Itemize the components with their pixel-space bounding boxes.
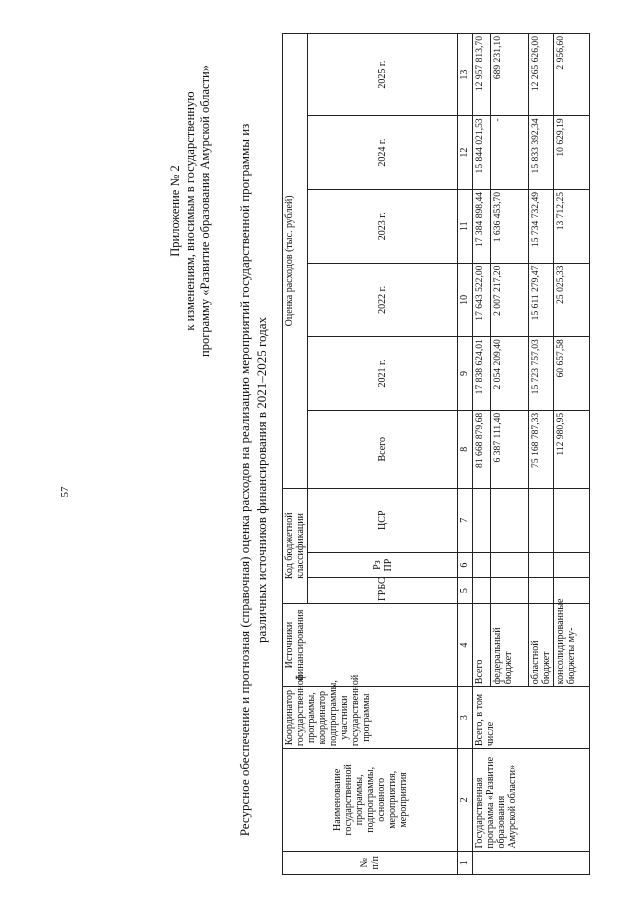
y2025-cell: 12 957 813,70 [473, 34, 491, 116]
header-csr: ЦСР [308, 488, 458, 552]
coordinator-cell: Всего, в том числе [473, 687, 590, 749]
header-2021: 2021 г. [308, 337, 458, 411]
y2022-cell: 2 007 217,20 [491, 263, 529, 337]
col-number: 7 [458, 488, 473, 552]
col-number: 1 [458, 851, 473, 874]
rzpr-cell [554, 552, 590, 578]
col-number: 4 [458, 603, 473, 686]
total-cell: 81 668 879,68 [473, 410, 491, 488]
col-number: 3 [458, 687, 473, 749]
grbs-cell [529, 578, 554, 604]
rzpr-cell [529, 552, 554, 578]
col-number: 5 [458, 578, 473, 604]
csr-cell [554, 488, 590, 552]
y2024-cell: 10 629,19 [554, 116, 590, 190]
row-num-cell [473, 851, 590, 874]
col-number: 11 [458, 189, 473, 263]
table-row [473, 34, 491, 875]
total-cell: 75 168 787,33 [529, 410, 554, 488]
header-coordinator: Координатор государственной программы, координатор подпрограммы, участники государственной программы [283, 687, 458, 749]
appendix-line-1: Приложение № 2 [168, 165, 182, 257]
y2022-cell: 15 611 279,47 [529, 263, 554, 337]
header-budget-code: Код бюджетной классификации [283, 488, 308, 603]
y2021-cell: 15 723 757,03 [529, 337, 554, 411]
total-cell: 112 980,95 [554, 410, 590, 488]
source-cell: Всего [473, 603, 491, 686]
program-name: Государственная программа «Развитие образования Амурской области» [473, 749, 590, 851]
source-cell: федеральный бюджет [491, 603, 529, 686]
y2021-cell: 60 657,58 [554, 337, 590, 411]
appendix-note [168, 41, 213, 381]
col-number: 12 [458, 116, 473, 190]
col-number: 13 [458, 34, 473, 116]
y2024-cell: 15 844 021,53 [473, 116, 491, 190]
col-number: 8 [458, 410, 473, 488]
y2024-cell: - [491, 116, 529, 190]
csr-cell [473, 488, 491, 552]
header-2022: 2022 г. [308, 263, 458, 337]
csr-cell [529, 488, 554, 552]
header-total: Всего [308, 410, 458, 488]
title-line-1: Ресурсное обеспечение и прогнозная (справочная) оценка расходов на реализацию мероприятий государственной программы из [237, 123, 252, 837]
y2022-cell: 17 643 522,00 [473, 263, 491, 337]
csr-cell [491, 488, 529, 552]
col-number: 2 [458, 749, 473, 851]
grbs-cell [491, 578, 529, 604]
y2025-cell: 12 265 626,00 [529, 34, 554, 116]
appendix-line-2: к изменениям, вносимым в государственную [183, 91, 197, 331]
col-number: 10 [458, 263, 473, 337]
header-2025: 2025 г. [308, 34, 458, 116]
header-rzpr: Рз ПР [308, 552, 458, 578]
title-line-2: различных источников финансирования в 2021–2025 годах [254, 316, 269, 644]
resource-table [282, 33, 590, 875]
total-cell: 6 387 111,40 [491, 410, 529, 488]
document-title [236, 85, 270, 875]
header-estimate: Оценка расходов (тыс. рублей) [283, 34, 308, 489]
y2025-cell: 689 231,10 [491, 34, 529, 116]
y2021-cell: 2 054 209,40 [491, 337, 529, 411]
header-2024: 2024 г. [308, 116, 458, 190]
col-number: 6 [458, 552, 473, 578]
col-number: 9 [458, 337, 473, 411]
grbs-cell [473, 578, 491, 604]
y2023-cell: 13 712,25 [554, 189, 590, 263]
rzpr-cell [491, 552, 529, 578]
header-name: Наименование государственной программы, подпрограммы, основного мероприятия, мероприятия [283, 749, 458, 851]
source-cell: областной бюджет [529, 603, 554, 686]
header-num: № п/п [283, 851, 458, 874]
page-number: 57 [59, 486, 71, 498]
column-numbers-row [458, 34, 473, 875]
header-2023: 2023 г. [308, 189, 458, 263]
header-source: Источники финансирования [283, 603, 458, 686]
y2025-cell: 2 956,60 [554, 34, 590, 116]
y2021-cell: 17 838 624,01 [473, 337, 491, 411]
header-grbs: ГРБС [308, 578, 458, 604]
source-cell: консолидированные бюджеты му- [554, 603, 590, 686]
rzpr-cell [473, 552, 491, 578]
y2023-cell: 17 384 898,44 [473, 189, 491, 263]
y2023-cell: 1 636 453,70 [491, 189, 529, 263]
appendix-line-3: программу «Развитие образования Амурской области» [198, 65, 212, 357]
y2023-cell: 15 734 732,49 [529, 189, 554, 263]
y2024-cell: 15 833 392,34 [529, 116, 554, 190]
y2022-cell: 25 025,33 [554, 263, 590, 337]
